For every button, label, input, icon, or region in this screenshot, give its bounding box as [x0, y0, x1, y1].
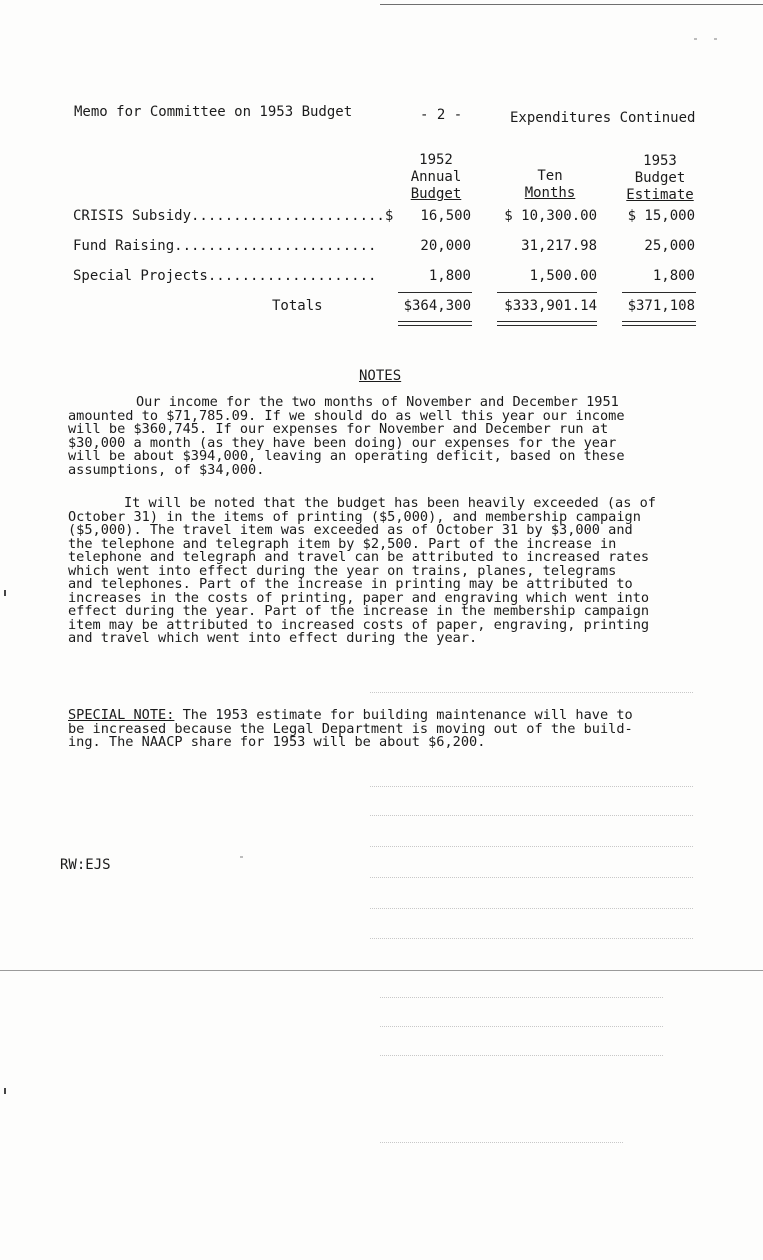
- paragraph-line: October 31) in the items of printing ($5,000), and membership campaign: [68, 508, 641, 525]
- column-header-line: Budget: [410, 186, 462, 202]
- paragraph-line: Our income for the two months of November and December 1951: [136, 394, 619, 410]
- paragraph-line: and travel which went into effect during the year.: [68, 630, 478, 646]
- totals-row: [0, 298, 763, 318]
- estimate-value: 25,000: [644, 238, 695, 254]
- special-note-text: The 1953 estimate for building maintenance will have to: [174, 707, 633, 723]
- sum-rule: [622, 292, 696, 293]
- paragraph-line: will be about $394,000, leaving an operating deficit, based on these: [68, 448, 625, 464]
- table-row: [0, 268, 763, 288]
- ten-months-value: 1,500.00: [529, 268, 597, 284]
- paragraph-line: $30,000 a month (as they have been doing) our expenses for the year: [68, 434, 617, 451]
- row-label: CRISIS Subsidy.......................$: [73, 208, 394, 224]
- margin-mark: [4, 1088, 6, 1094]
- section-heading: Expenditures Continued: [510, 110, 696, 126]
- bleed-through-line: [370, 846, 693, 848]
- paragraph-line: telephone and telegraph and travel can be attributed to increased rates: [68, 549, 650, 565]
- column-header-line: Budget: [634, 170, 686, 186]
- bleed-through-line: [380, 997, 663, 999]
- paragraph-line: ing. The NAACP share for 1953 will be about $6,200.: [68, 734, 486, 750]
- table-row: [0, 208, 763, 228]
- sum-rule: [497, 292, 597, 293]
- row-label: Special Projects....................: [73, 268, 377, 284]
- bleed-through-line: [380, 1055, 663, 1057]
- bleed-through-line: [370, 692, 693, 694]
- scan-speck: [240, 856, 243, 858]
- paragraph-line: ($5,000). The travel item was exceeded as of October 31 by $3,000 and: [68, 522, 633, 538]
- page-edge-line: [380, 4, 763, 5]
- total-double-rule: [497, 321, 597, 326]
- bleed-through-line: [380, 1026, 663, 1028]
- income-paragraph: [68, 396, 718, 477]
- table-row: [0, 238, 763, 258]
- column-header-line: Months: [524, 185, 576, 201]
- initials: RW:EJS: [60, 857, 111, 873]
- total-double-rule: [622, 321, 696, 326]
- paragraph-line: effect during the year. Part of the increase in the membership campaign: [68, 603, 650, 619]
- annual-budget-value: 20,000: [420, 238, 471, 254]
- bleed-through-line: [380, 1142, 623, 1144]
- column-header-ten-months: [500, 168, 600, 202]
- annual-budget-value: 16,500: [420, 208, 471, 224]
- estimate-value: $ 15,000: [627, 208, 695, 224]
- column-header-line: 1952: [419, 152, 453, 168]
- bleed-through-line: [370, 786, 693, 788]
- paragraph-line: assumptions, of $34,000.: [68, 461, 265, 478]
- paragraph-line: amounted to $71,785.09. If we should do as well this year our income: [68, 407, 625, 424]
- paragraph-line: item may be attributed to increased costs of paper, engraving, printing: [68, 616, 650, 633]
- paragraph-line: the telephone and telegraph item by $2,500. Part of the increase in: [68, 535, 617, 552]
- totals-label: Totals: [272, 298, 323, 314]
- bleed-through-line: [370, 877, 693, 879]
- row-label: Fund Raising........................: [73, 238, 377, 254]
- paragraph-line: and telephones. Part of the increase in printing may be attributed to: [68, 576, 633, 592]
- memo-title: Memo for Committee on 1953 Budget: [74, 104, 353, 120]
- paragraph-line: It will be noted that the budget has been heavily exceeded (as of: [124, 495, 656, 511]
- budget-exceeded-paragraph: [68, 497, 718, 646]
- paragraph-line: be increased because the Legal Department is moving out of the build-: [68, 720, 633, 737]
- ten-months-value: 31,217.98: [521, 238, 597, 254]
- ten-months-total: $333,901.14: [504, 298, 597, 314]
- bleed-through-line: [370, 815, 693, 817]
- page-fold-line: [0, 970, 763, 971]
- estimate-total: $371,108: [627, 298, 695, 314]
- notes-heading: NOTES: [359, 368, 402, 384]
- total-double-rule: [398, 321, 472, 326]
- paragraph-line: will be $360,745. If our expenses for November and December run at: [68, 421, 609, 437]
- column-header-line: Estimate: [626, 187, 694, 203]
- column-header-1952-budget: [396, 152, 476, 203]
- estimate-value: 1,800: [652, 268, 695, 284]
- column-header-1953-estimate: [620, 153, 700, 204]
- column-header-line: Ten: [537, 168, 563, 184]
- annual-budget-value: 1,800: [428, 268, 471, 284]
- margin-mark: [4, 590, 6, 596]
- scan-speck: [694, 38, 697, 40]
- column-header-line: 1953: [643, 153, 677, 169]
- ten-months-value: $ 10,300.00: [504, 208, 597, 224]
- page-number: - 2 -: [420, 107, 463, 123]
- special-note-label: SPECIAL NOTE:: [68, 707, 175, 723]
- paragraph-line: which went into effect during the year on trains, planes, telegrams: [68, 562, 617, 579]
- bleed-through-line: [370, 908, 693, 910]
- paragraph-line: increases in the costs of printing, paper and engraving which went into: [68, 589, 650, 606]
- scan-speck: [714, 38, 717, 40]
- special-note-paragraph: [68, 709, 718, 750]
- column-header-line: Annual: [410, 169, 462, 185]
- sum-rule: [398, 292, 472, 293]
- annual-budget-total: $364,300: [403, 298, 471, 314]
- bleed-through-line: [370, 938, 693, 940]
